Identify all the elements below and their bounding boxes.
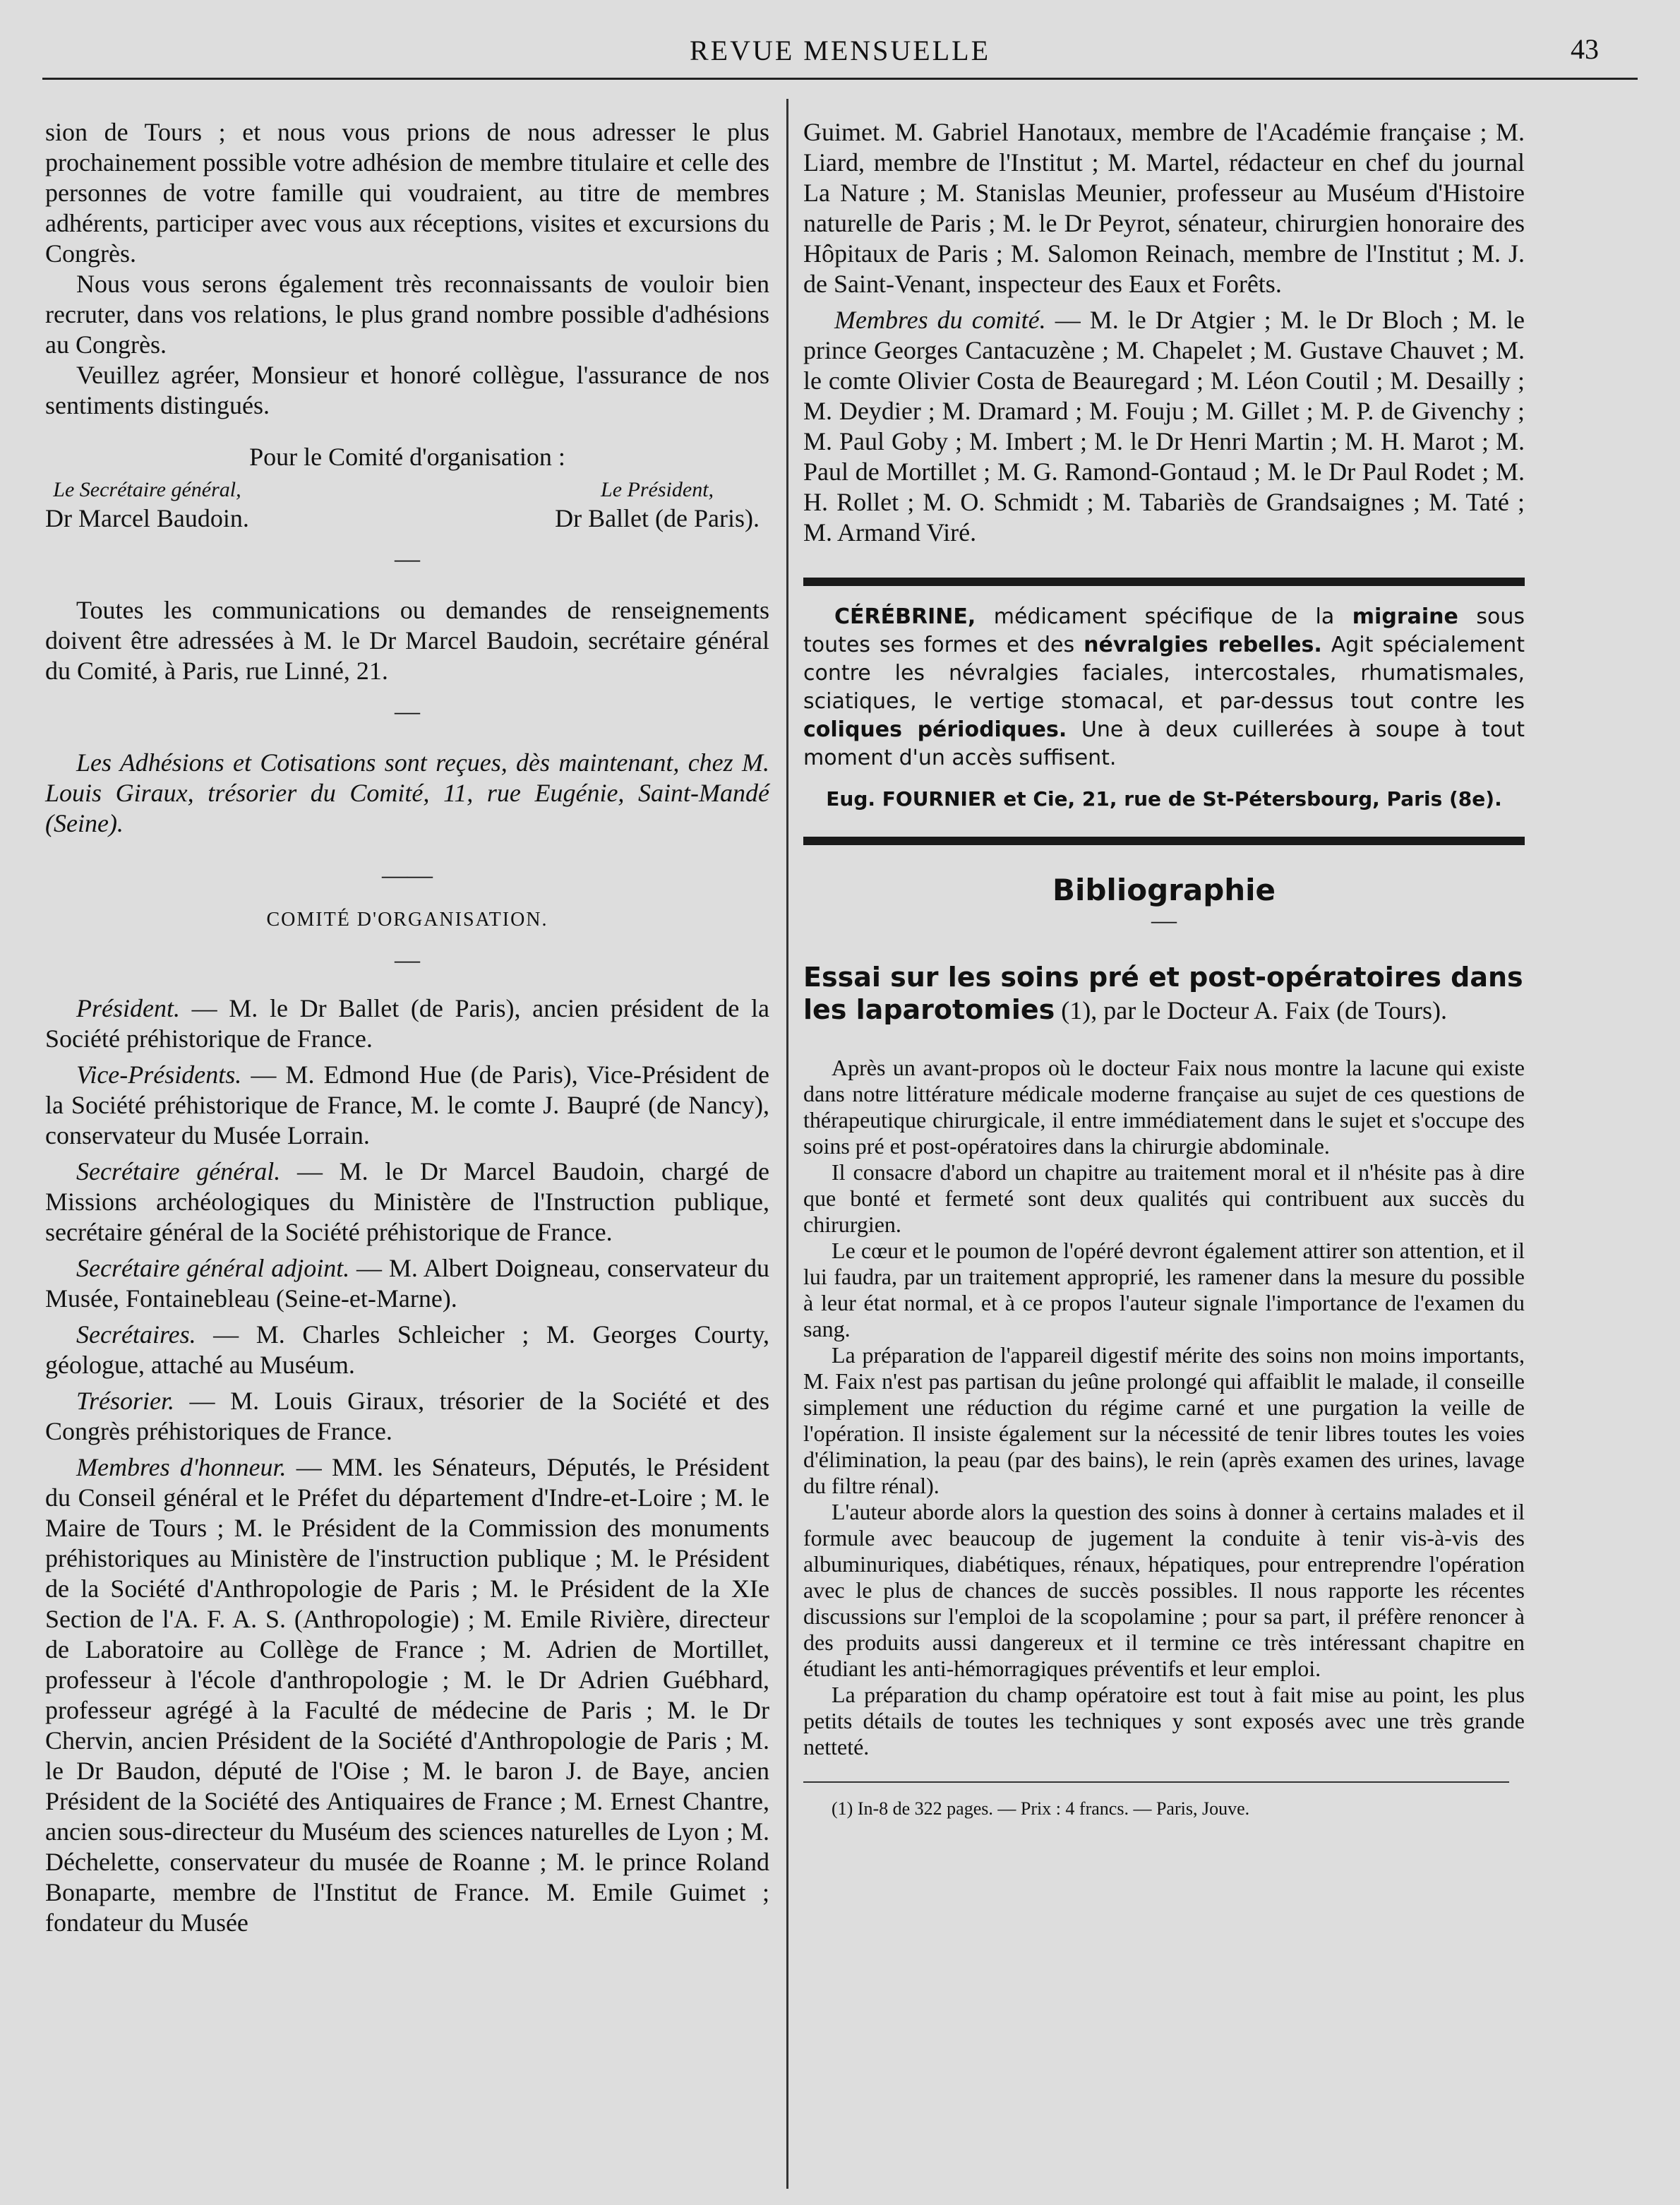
- advertisement: [803, 603, 1525, 772]
- separator-dash: —: [1151, 906, 1177, 934]
- committee-entry: [45, 1060, 769, 1151]
- bibliography-heading: Bibliographie: [1052, 873, 1276, 907]
- committee-list: [45, 993, 769, 1938]
- ad-text: Une à deux cuillerées à soupe à tout moment d'un accès suffisent.: [803, 717, 1525, 770]
- book-title: Essai sur les soins pré et post-opératoires dans les laparotomies: [803, 962, 1523, 1025]
- book-author: (1), par le Docteur A. Faix (de Tours).: [1055, 996, 1447, 1024]
- committee-text: — M. Charles Schleicher ; M. Georges Courty, géologue, attaché au Muséum.: [45, 1320, 769, 1379]
- committee-entry: [45, 1253, 769, 1314]
- committee-title: COMITÉ D'ORGANISATION.: [266, 909, 548, 931]
- committee-text: — MM. les Sénateurs, Députés, le Président du Conseil général et le Préfet du département d'Indre-et-Loire ; M. le Maire de Tours ; M. le Président de la Commission des monuments préhistoriques au Ministère de l'instruction publique ; M. le Président de la Société d'Anthropologie de Paris ; M. le Président de la XIe Section de l'A. F. A. S. (Anthropologie) ; M. Emile Rivière, directeur de Laboratoire au Collège de France ; M. Adrien de Mortillet, professeur à l'école d'anthropologie ; M. le Dr Adrien Guébhard, professeur agrégé à la Faculté de médecine de Paris ; M. le Dr Chervin, ancien Président de la Société d'Anthropologie de Paris ; M. le Dr Baudon, député de l'Oise ; M. le baron J. de Baye, ancien Président de la Société des Antiquaires de France ; M. Ernest Chantre, ancien sous-directeur du Muséum des sciences naturelles de Lyon ; M. Déchelette, conservateur du musée de Roanne ; M. le prince Roland Bonaparte, membre de l'Institut de France. M. Emile Guimet ; fondateur du Musée: [45, 1453, 769, 1937]
- committee-role: Secrétaire général adjoint.: [76, 1254, 350, 1282]
- footnote-rule: [803, 1781, 1509, 1783]
- committee-members: [803, 305, 1525, 548]
- running-title: REVUE MENSUELLE: [689, 35, 991, 66]
- committee-role: Membres d'honneur.: [76, 1453, 287, 1481]
- committee-role: Président.: [76, 994, 180, 1022]
- committee-role: Secrétaire général.: [76, 1157, 281, 1185]
- right-column: [803, 117, 1525, 1821]
- page-number: 43: [1571, 33, 1599, 65]
- committee-members-role: Membres du comité.: [834, 306, 1046, 334]
- review-paragraph: L'auteur aborde alors la question des soins à donner à certains malades et il formule avec beaucoup de jugement la conduite à tenir vis-à-vis des albuminuriques, diabétiques, rénaux, hépatiques, pour entreprendre l'opération avec le plus de chances de succès possibles. Il nous rapporte les récentes discussions sur l'emploi de la scopolamine ; pour sa part, il préfère renoncer à des produits aussi dangereux et il termine ce très intéressant chapitre en étudiant les anti-hémorragiques préventifs et leur emploi.: [803, 1499, 1525, 1681]
- ad-text: Agit spécialement contre les névralgies faciales, intercostales, rhumatismales, sciatiques, le vertige stomacal, et par-dessus tout contre les: [803, 633, 1525, 714]
- committee-text: — M. le Dr Marcel Baudoin, chargé de Missions archéologiques du Ministère de l'Instruction publique, secrétaire général de la Société préhistorique de France.: [45, 1157, 770, 1246]
- secretary-signature: [45, 477, 249, 534]
- advertisement-text: [803, 603, 1525, 772]
- letter-paragraph: Nous vous serons également très reconnaissants de vouloir bien recruter, dans vos relations, le plus grand nombre possible d'adhésions au Congrès.: [45, 270, 769, 359]
- ad-text: sous toutes ses formes et des: [803, 604, 1525, 657]
- ad-bold: coliques périodiques.: [803, 717, 1067, 742]
- book-review: [803, 1055, 1525, 1760]
- president-role: Le Président,: [601, 478, 714, 501]
- committee-members-text: — M. le Dr Atgier ; M. le Dr Bloch ; M. le prince Georges Cantacuzène ; M. Chapelet ; M. Gustave Chauvet ; M. le comte Olivier Costa de Beauregard ; M. Léon Coutil ; M. Desailly ; M. Deydier ; M. Dramard ; M. Fouju ; M. Gillet ; M. P. de Givenchy ; M. Paul Goby ; M. Imbert ; M. le Dr Henri Martin ; M. H. Marot ; M. Paul de Mortillet ; M. G. Ramond-Gontaud ; M. le Dr Paul Rodet ; M. H. Rollet ; M. O. Schmidt ; M. Tabariès de Grandsaignes ; M. Taté ; M. Armand Viré.: [803, 306, 1525, 546]
- committee-role: Trésorier.: [76, 1387, 175, 1415]
- adhesions-note: Les Adhésions et Cotisations sont reçues, dès maintenant, chez M. Louis Giraux, trésorier du Comité, 11, rue Eugénie, Saint-Mandé (Seine).: [45, 748, 769, 837]
- committee-entry: [45, 1320, 769, 1380]
- ad-product: CÉRÉBRINE,: [834, 604, 976, 629]
- secretary-role: Le Secrétaire général,: [53, 478, 241, 501]
- left-column: [45, 117, 769, 1938]
- secretary-name: Dr Marcel Baudoin.: [45, 504, 249, 532]
- committee-text: — M. Edmond Hue (de Paris), Vice-Président de la Société préhistorique de France, M. le comte J. Baupré (de Nancy), conservateur du Musée Lorrain.: [45, 1060, 769, 1149]
- advertisement-footer: Eug. FOURNIER et Cie, 21, rue de St-Pétersbourg, Paris (8e).: [826, 787, 1502, 811]
- ad-bold: névralgies rebelles.: [1084, 633, 1322, 657]
- letter-paragraph: sion de Tours ; et nous vous prions de nous adresser le plus prochainement possible votre adhésion de membre titulaire et celle des personnes de votre famille qui voudraient, au titre de membres adhérents, participer avec vous aux réceptions, visites et excursions du Congrès.: [45, 118, 769, 268]
- advertisement-top-rule: [803, 578, 1525, 586]
- review-paragraph: Le cœur et le poumon de l'opéré devront également attirer son attention, et il lui faudra, par un traitement approprié, les ramener dans la mesure du possible à leur état normal, et à ce propos l'auteur signale l'importance de l'examen du sang.: [803, 1238, 1525, 1341]
- committee-text: — M. Louis Giraux, trésorier de la Société et des Congrès préhistoriques de France.: [45, 1387, 769, 1445]
- signatures: [45, 477, 769, 534]
- president-signature: [555, 477, 760, 534]
- review-paragraph: Il consacre d'abord un chapitre au traitement moral et il n'hésite pas à dire que bonté et fermeté sont deux qualités qui contribuent aux succès du chirurgien.: [803, 1159, 1525, 1237]
- ad-text: médicament spécifique de la: [976, 604, 1352, 629]
- advertisement-bottom-rule: [803, 837, 1525, 845]
- communications-note: Toutes les communications ou demandes de renseignements doivent être adressées à M. le Dr Marcel Baudoin, secrétaire général du Comité, à Paris, rue Linné, 21.: [45, 596, 769, 685]
- separator-double-dash: ——: [382, 861, 433, 889]
- review-paragraph: La préparation du champ opératoire est tout à fait mise au point, les plus petits détails de toutes les techniques y sont exposés avec une très grande netteté.: [803, 1682, 1525, 1759]
- footnote: (1) In-8 de 322 pages. — Prix : 4 francs. — Paris, Jouve.: [832, 1798, 1250, 1819]
- separator-dash: —: [395, 945, 420, 974]
- review-paragraph: La préparation de l'appareil digestif mérite des soins non moins importants, M. Faix n'est pas partisan du jeûne prolongé qui affaiblit le malade, il conseille simplement une réduction du régime carné et une purgation la veille de l'opération. Il insiste également sur la nécessité de tenir libres toutes les voies d'élimination, la peau (par des bains), le rein (après examen des urines, lavage du filtre rénal).: [803, 1342, 1525, 1498]
- committee-role: Vice-Présidents.: [76, 1060, 242, 1089]
- separator-dash: —: [395, 697, 420, 725]
- committee-entry: [45, 1452, 769, 1938]
- committee-entry: [45, 993, 769, 1054]
- separator-dash: —: [395, 544, 420, 573]
- committee-role: Secrétaires.: [76, 1320, 196, 1349]
- committee-text: — M. Albert Doigneau, conservateur du Musée, Fontainebleau (Seine-et-Marne).: [45, 1254, 769, 1313]
- signature-intro: Pour le Comité d'organisation :: [249, 443, 565, 471]
- committee-entry: [45, 1157, 769, 1248]
- president-name: Dr Ballet (de Paris).: [555, 504, 760, 532]
- column-divider: [786, 99, 788, 2189]
- committee-text: — M. le Dr Ballet (de Paris), ancien président de la Société préhistorique de France.: [45, 994, 769, 1053]
- ad-bold: migraine: [1352, 604, 1458, 629]
- letter-paragraph: Veuillez agréer, Monsieur et honoré collègue, l'assurance de nos sentiments distingués.: [45, 361, 769, 419]
- committee-entry: [45, 1386, 769, 1447]
- book-title-line: [803, 961, 1525, 1027]
- review-paragraph: Après un avant-propos où le docteur Faix nous montre la lacune qui existe dans notre littérature médicale moderne française au sujet de ces questions de thérapeutique chirurgicale, il entre immédiatement dans le sujet et s'occupe des soins pré et post-opératoires dans la chirurgie abdominale.: [803, 1055, 1525, 1159]
- committee-continuation: Guimet. M. Gabriel Hanotaux, membre de l'Académie française ; M. Liard, membre de l'Institut ; M. Martel, rédacteur en chef du journal La Nature ; M. Stanislas Meunier, professeur au Muséum d'Histoire naturelle de Paris ; M. le Dr Peyrot, sénateur, chirurgien honoraire des Hôpitaux de Paris ; M. Salomon Reinach, membre de l'Institut ; M. J. de Saint-Venant, inspecteur des Eaux et Forêts.: [803, 118, 1525, 298]
- running-head: [42, 28, 1638, 80]
